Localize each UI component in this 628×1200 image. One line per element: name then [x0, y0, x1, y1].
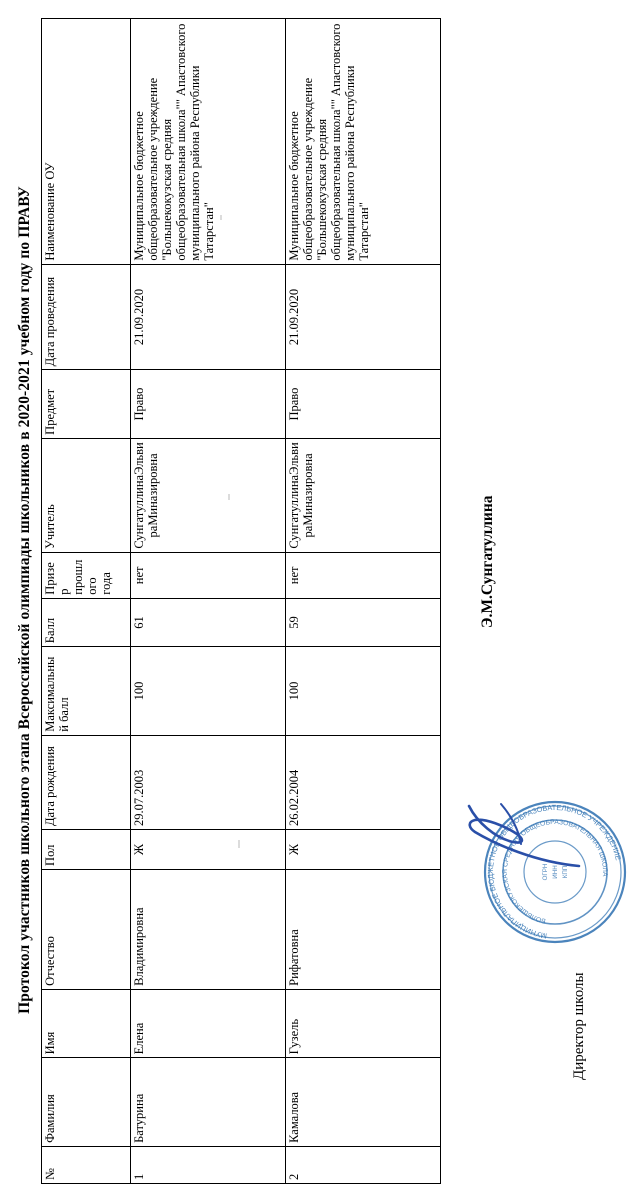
cell-date: 21.09.2020: [131, 264, 286, 370]
column-header-max-score: Максимальный балл: [42, 647, 131, 736]
column-header-date: Дата проведения: [42, 264, 131, 370]
column-header-prize: Призер прошлого года: [42, 553, 131, 599]
svg-text:МУНИЦИПАЛЬНОЕ БЮДЖЕТНОЕ ОБЩЕОБ: МУНИЦИПАЛЬНОЕ БЮДЖЕТНОЕ ОБЩЕОБРАЗОВАТЕЛЬНОЕ УЧРЕЖДЕНИЕ: [485, 802, 623, 941]
column-header-birth: Дата рождения: [42, 735, 131, 829]
cell-score: 59: [286, 598, 441, 647]
cell-prize: нет: [286, 553, 441, 599]
scan-artifact: [220, 215, 222, 220]
column-header-teacher: Учитель: [42, 438, 131, 552]
cell-surname: Батурина: [131, 1058, 286, 1147]
cell-subject: Право: [131, 370, 286, 439]
column-header-surname: Фамилия: [42, 1058, 131, 1147]
table-header-row: [42, 19, 131, 1184]
cell-num: 2: [286, 1146, 441, 1183]
cell-name: Елена: [131, 989, 286, 1058]
scan-artifact: [238, 840, 240, 848]
cell-num: 1: [131, 1146, 286, 1183]
cell-school: Муниципальное бюджетное общеобразовательное учреждение "Большекокузская средняя общеобразовательная школа"" Апастовского муниципального района Республики Татарстан": [286, 19, 441, 265]
cell-teacher: СунгатуллинаЭльвираМиназировна: [131, 438, 286, 552]
cell-name: Гузель: [286, 989, 441, 1058]
cell-teacher: СунгатуллинаЭльвираМиназировна: [286, 438, 441, 552]
cell-surname: Камалова: [286, 1058, 441, 1147]
table-row: [131, 19, 286, 1184]
cell-prize: нет: [131, 553, 286, 599]
column-header-sex: Пол: [42, 829, 131, 869]
cell-sex: Ж: [286, 829, 441, 869]
svg-text:БОЛЬШЕКОКУЗСКАЯ СРЕДНЯЯ ОБЩЕОБ: БОЛЬШЕКОКУЗСКАЯ СРЕДНЯЯ ОБЩЕОБРАЗОВАТЕЛЬНАЯ ШКОЛА: [502, 818, 609, 925]
svg-text:ИНН: ИНН: [552, 865, 560, 879]
column-header-score: Балл: [42, 598, 131, 647]
page-title: Протокол участников школьного этапа Всероссийской олимпиады школьников в 2020-2021 учебном году по ПРАВУ: [16, 186, 33, 1014]
cell-patronymic: Владимировна: [131, 869, 286, 989]
signature-role-label: Директор школы: [571, 972, 588, 1080]
column-header-num: №: [42, 1146, 131, 1183]
column-header-school: Наименование ОУ: [42, 19, 131, 265]
cell-school: Муниципальное бюджетное общеобразовательное учреждение "Большекокузская средняя общеобразовательная школа"" Апастовского муниципального района Республики Татарстан": [131, 19, 286, 265]
cell-birth: 29.07.2003: [131, 735, 286, 829]
cell-subject: Право: [286, 370, 441, 439]
cell-sex: Ж: [131, 829, 286, 869]
signer-name: Э.М.Сунгатуллина: [479, 495, 497, 628]
column-header-name: Имя: [42, 989, 131, 1058]
svg-text:КПП: КПП: [562, 865, 570, 879]
handwritten-signature: [461, 764, 591, 884]
signature-block: [475, 16, 628, 1184]
protocol-table: [41, 18, 441, 1184]
svg-text:ОГРН: ОГРН: [542, 863, 550, 881]
cell-patronymic: Рифатовна: [286, 869, 441, 989]
cell-max-score: 100: [131, 647, 286, 736]
column-header-patronymic: Отчество: [42, 869, 131, 989]
table-row: [286, 19, 441, 1184]
cell-score: 61: [131, 598, 286, 647]
cell-birth: 26.02.2004: [286, 735, 441, 829]
column-header-subject: Предмет: [42, 370, 131, 439]
cell-max-score: 100: [286, 647, 441, 736]
scan-artifact: [228, 494, 230, 500]
cell-date: 21.09.2020: [286, 264, 441, 370]
